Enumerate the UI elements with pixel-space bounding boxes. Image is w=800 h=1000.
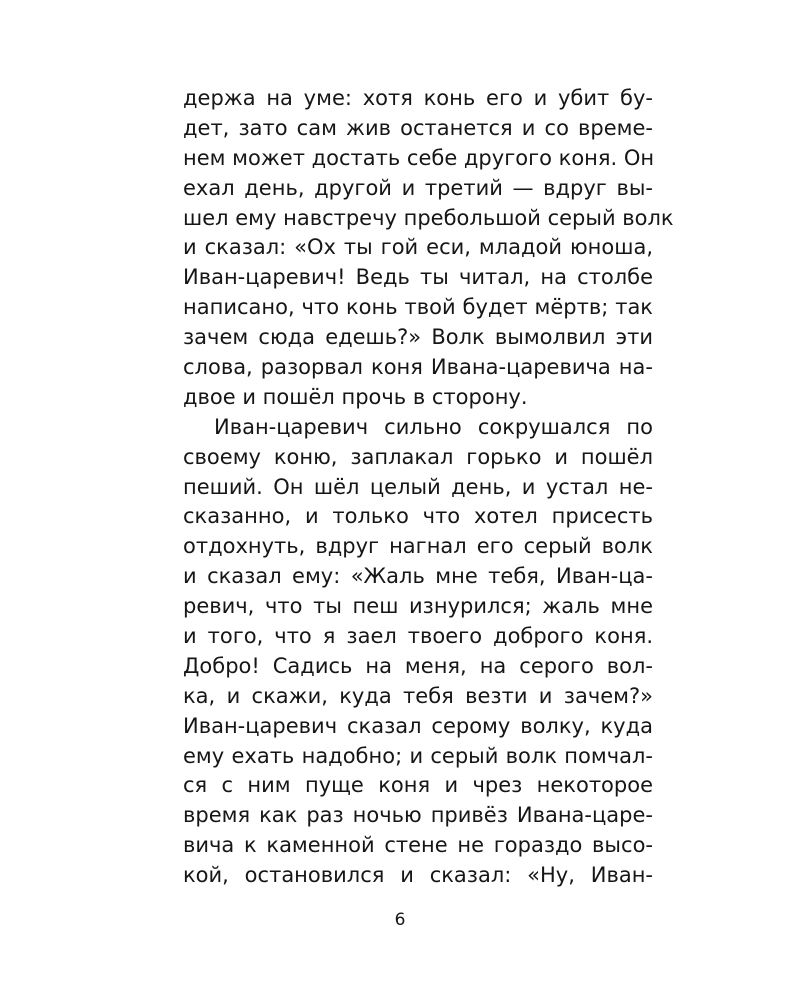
paragraph-1 [183, 84, 674, 413]
text-line: шел ему навстречу пребольшой серый волк [183, 205, 674, 230]
page-text [183, 84, 674, 891]
text-line: и сказал: «Ох ты гой еси, младой юноша, [183, 235, 653, 260]
text-line: ся с ним пуще коня и чрез некоторое [183, 773, 653, 798]
text-line: ехал день, другой и третий — вдруг вы- [183, 175, 653, 200]
text-line: ревич, что ты пеш изнурился; жаль мне [183, 594, 653, 619]
text-line: отдохнуть, вдруг нагнал его серый волк [183, 534, 653, 559]
text-line: нем может достать себе другого коня. Он [183, 145, 655, 170]
text-line: кой, остановился и сказал: «Ну, Иван- [183, 863, 653, 888]
paragraph-2 [183, 413, 653, 891]
text-line: Иван-царевич сильно сокрушался по [214, 414, 653, 439]
text-line: слова, разорвал коня Ивана-царевича на- [183, 355, 653, 380]
text-line: и того, что я заел твоего доброго коня. [183, 624, 653, 649]
text-line: вича к каменной стене не гораздо высо- [183, 833, 653, 858]
text-line: и сказал ему: «Жаль мне тебя, Иван-ца- [183, 564, 653, 589]
text-line: ему ехать надобно; и серый волк помчал- [183, 743, 653, 768]
text-line: дет, зато сам жив останется и со време- [183, 115, 653, 140]
text-line: держа на уме: хотя конь его и убит бу- [183, 86, 653, 110]
text-line: Иван-царевич! Ведь ты читал, на столбе [183, 265, 653, 290]
text-line: пеший. Он шёл целый день, и устал не- [183, 474, 653, 499]
text-line: своему коню, заплакал горько и пошёл [183, 444, 653, 469]
text-line: написано, что конь твой будет мёртв; так [183, 295, 653, 320]
text-line: время как раз ночью привёз Ивана-царе- [183, 803, 653, 828]
text-line: сказанно, и только что хотел присесть [183, 504, 653, 529]
text-line: двое и пошёл прочь в сторону. [183, 384, 528, 409]
text-line: Добро! Садись на меня, на серого вол- [183, 653, 653, 678]
page-number: 6 [394, 910, 406, 930]
text-line: Иван-царевич сказал серому волку, куда [183, 713, 653, 738]
text-line: ка, и скажи, куда тебя везти и зачем?» [183, 683, 653, 708]
text-line: зачем сюда едешь?» Волк вымолвил эти [183, 325, 653, 350]
